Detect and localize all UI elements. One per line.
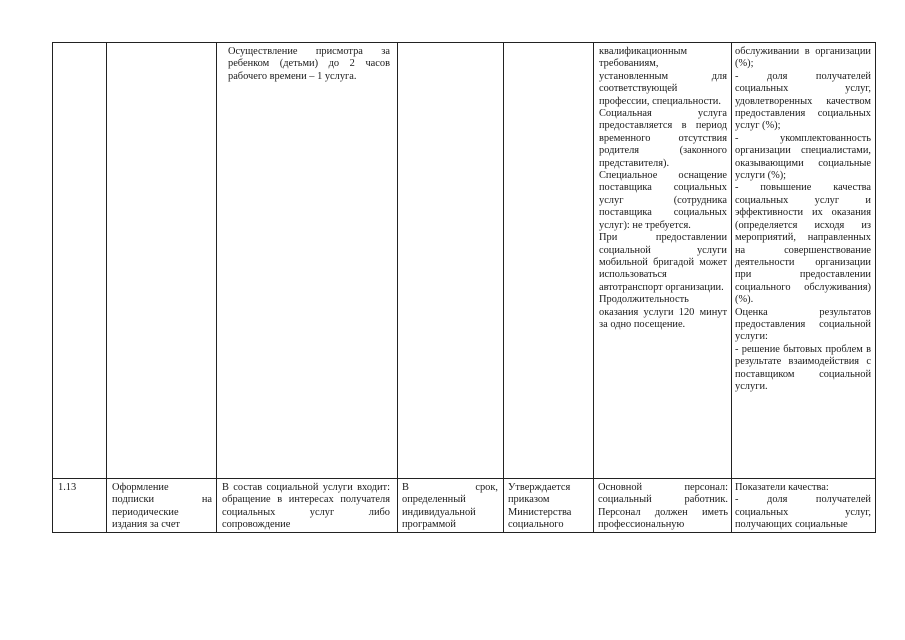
service-description-text: Осуществление присмотра за ребенком (детьми) до 2 часов рабочего времени – 1 услуга. (228, 46, 390, 82)
indicator-paragraph: обслуживании в организации (%); (735, 46, 871, 70)
column-divider (503, 42, 504, 533)
table-right-border (875, 42, 876, 533)
column-divider (397, 42, 398, 533)
row-divider (52, 478, 875, 479)
row-number-cell (58, 482, 102, 494)
table-top-border (52, 42, 875, 43)
row-number: 1.13 (58, 482, 77, 493)
quality-indicators-cell (735, 46, 871, 393)
indicator-paragraph: - повышение качества социальных услуг и эффективности их оказания (определяется исходя из мероприятий, направленных на совершенствование деятельности организации при предоставлении социального обслуживания) (%). (735, 182, 871, 306)
quality-indicators-cell (735, 482, 871, 532)
service-tariff: Утверждается приказом Министерства социального (508, 482, 572, 531)
table-bottom-border (52, 532, 875, 533)
column-divider (216, 42, 217, 533)
column-divider (731, 42, 732, 533)
table-left-border (52, 42, 53, 533)
indicator-paragraph: Оценка результатов предоставления социальной услуги: (735, 306, 871, 343)
column-divider (106, 42, 107, 533)
conditions-paragraph: квалификационным требованиям, установленным для соответствующей профессии, специальности. (599, 46, 727, 107)
conditions-paragraph: При предоставлении социальной услуги мобильной бригадой может использоваться автотранспорт организации. (599, 232, 727, 293)
column-divider (593, 42, 594, 533)
service-description-cell (222, 482, 390, 532)
service-term-cell (402, 482, 498, 532)
service-term: В срок, определенный индивидуальной программой (402, 482, 498, 531)
service-name-cell (112, 482, 212, 532)
indicator-paragraph: - укомплектованность организации специалистами, оказывающими социальные услуги (%); (735, 132, 871, 182)
service-conditions: Основной персонал: социальный работник. Персонал должен иметь профессиональную (598, 482, 728, 531)
conditions-paragraph: Специальное оснащение поставщика социальных услуг (сотрудника поставщика социальных услуг): не требуется. (599, 170, 727, 231)
indicator-paragraph: - доля получателей социальных услуг, удовлетворенных качеством предоставления социальных услуг (%); (735, 70, 871, 132)
service-description-cell (228, 46, 390, 83)
service-conditions-cell (599, 46, 727, 331)
service-description-text: В состав социальной услуги входит: обращение в интересах получателя социальных услуг либо сопровождение (222, 482, 390, 531)
indicator-paragraph: - решение бытовых проблем в результате взаимодействия с поставщиком социальной услуги. (735, 343, 871, 392)
conditions-paragraph: Продолжительность оказания услуги 120 минут за одно посещение. (599, 294, 727, 330)
indicator-paragraph: - доля получателей социальных услуг, получающих социальные (735, 494, 871, 531)
service-conditions-cell (598, 482, 728, 532)
service-tariff-cell (508, 482, 590, 532)
conditions-paragraph: Социальная услуга предоставляется в период временного отсутствия родителя (законного представителя). (599, 108, 727, 169)
service-name: Оформление подписки на периодические издания за счет (112, 482, 212, 531)
indicators-heading: Показатели качества: (735, 482, 829, 493)
